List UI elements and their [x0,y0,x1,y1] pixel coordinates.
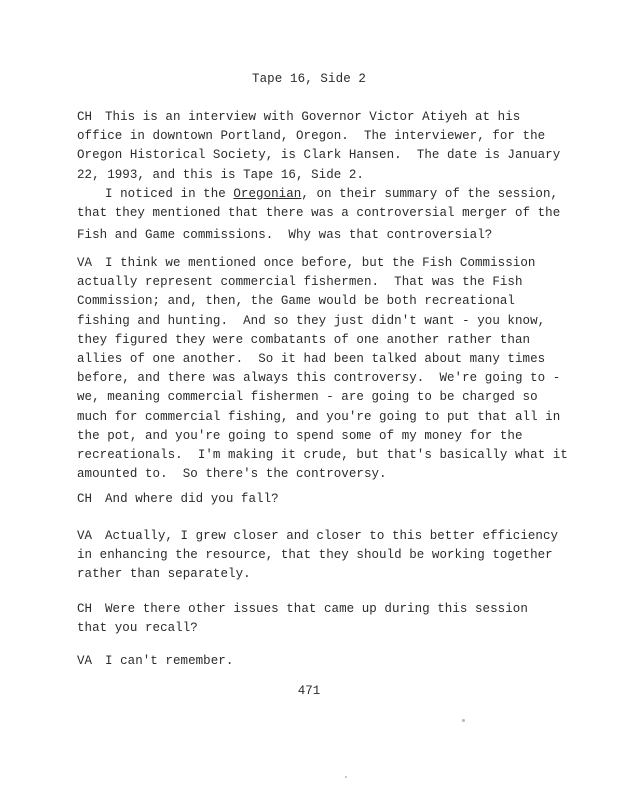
text-line: rather than separately. [77,567,251,582]
text-line: before, and there was always this controversy. We're going to - [77,371,561,386]
text-line: Oregon Historical Society, is Clark Hansen. The date is January [77,148,561,163]
text-line: I noticed in the Oregonian, on their summary of the session, [105,186,559,201]
page-title: Tape 16, Side 2 [251,72,367,86]
text-line: recreationals. I'm making it crude, but that's basically what it [77,448,568,463]
newspaper-title: Oregonian [233,186,302,201]
text-line: Commission; and, then, the Game would be both recreational [77,294,515,309]
paragraph-ch-intro [77,108,561,245]
text-line: they figured they were combatants of one another rather than [77,332,531,347]
text-line: CH And where did you fall? [77,490,557,509]
paragraph-va-remember [77,652,557,671]
paragraph-ch-issues [77,600,557,638]
speaker-label: CH [77,602,93,616]
text-line: that they mentioned that there was a controversial merger of the [77,206,561,221]
speaker-label: VA [77,654,93,668]
text-line: Fish and Game commissions. Why was that controversial? [77,228,493,243]
speaker-label: VA [77,256,93,270]
text-line: amounted to. So there's the controversy. [77,467,387,482]
text-line: the pot, and you're going to spend some of my money for the [77,428,523,443]
scan-speck [462,719,465,722]
text-line: that you recall? [77,621,198,636]
text-line: allies of one another. So it had been talked about many times [77,352,546,367]
paragraph-va-answer [77,254,568,484]
text-line: in enhancing the resource, that they should be working together [77,548,553,563]
text-line: CH This is an interview with Governor Victor Atiyeh at his [77,108,557,127]
text-line: fishing and hunting. And so they just didn't want - you know, [77,313,546,328]
text-line: we, meaning commercial fishermen - are going to be charged so [77,390,538,405]
speaker-label: VA [77,529,93,543]
text-line: office in downtown Portland, Oregon. The interviewer, for the [77,129,546,144]
paragraph-ch-question [77,490,557,509]
text-line: VA I can't remember. [77,652,557,671]
text-line: 22, 1993, and this is Tape 16, Side 2. [77,167,364,182]
text-line: actually represent commercial fishermen. That was the Fish [77,275,523,290]
page-number: 471 [297,684,321,698]
paragraph-va-efficiency [77,527,557,585]
scan-speck [345,776,347,778]
speaker-label: CH [77,492,93,506]
text-line: CH Were there other issues that came up during this session [77,600,557,619]
text-line: VA I think we mentioned once before, but the Fish Commission [77,254,557,273]
speaker-label: CH [77,110,93,124]
text-line: VA Actually, I grew closer and closer to this better efficiency [77,527,557,546]
text-line: much for commercial fishing, and you're going to put that all in [77,409,561,424]
